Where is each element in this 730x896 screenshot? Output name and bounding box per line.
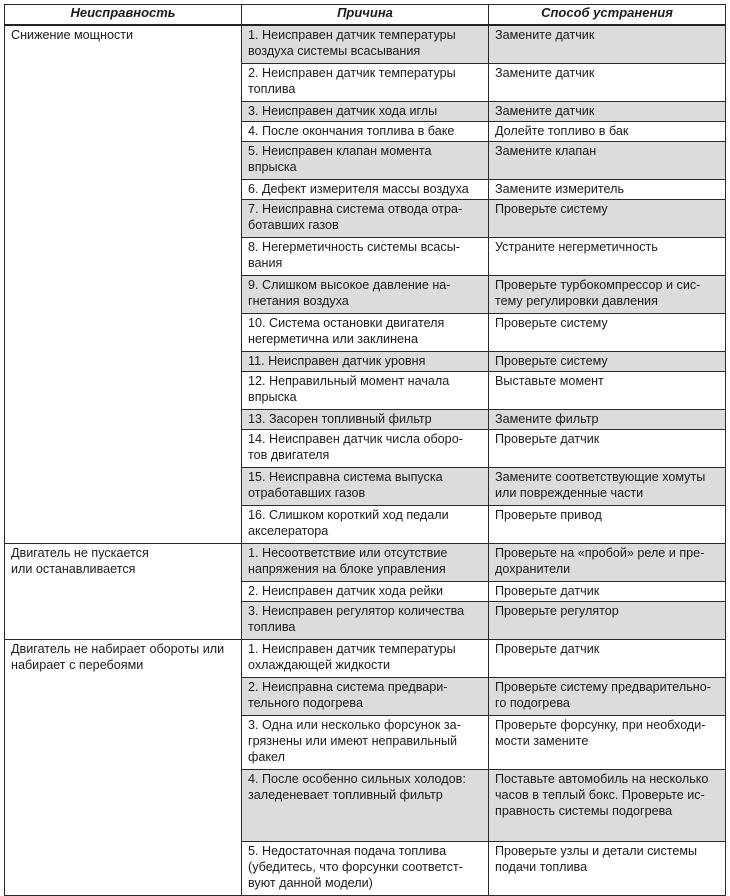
cause-cell: 11. Неисправен датчик уровня bbox=[242, 351, 489, 371]
remedy-cell: Поставьте автомобиль на несколько часов в теплый бокс. Проверьте ис- правность системы подогрева bbox=[489, 769, 726, 841]
remedy-cell: Проверьте на «пробой» реле и пре- дохранители bbox=[489, 543, 726, 581]
remedy-cell: Замените датчик bbox=[489, 25, 726, 63]
cause-cell: 10. Система остановки двигателя негерметична или заклинена bbox=[242, 313, 489, 351]
remedy-cell: Проверьте датчик bbox=[489, 639, 726, 677]
troubleshooting-table bbox=[4, 4, 726, 896]
remedy-cell: Проверьте датчик bbox=[489, 429, 726, 467]
cause-cell: 1. Неисправен датчик температуры воздуха системы всасывания bbox=[242, 25, 489, 63]
cause-cell: 7. Неисправна система отвода отра- ботавших газов bbox=[242, 199, 489, 237]
cause-cell: 8. Негерметичность системы всасы- вания bbox=[242, 237, 489, 275]
header-remedy: Способ устранения bbox=[489, 5, 726, 26]
remedy-cell: Проверьте форсунку, при необходи- мости замените bbox=[489, 715, 726, 769]
cause-cell: 2. Неисправен датчик температуры топлива bbox=[242, 63, 489, 101]
remedy-cell: Замените датчик bbox=[489, 101, 726, 121]
remedy-cell: Проверьте систему bbox=[489, 351, 726, 371]
cause-cell: 15. Неисправна система выпуска отработавших газов bbox=[242, 467, 489, 505]
remedy-cell: Замените клапан bbox=[489, 141, 726, 179]
remedy-cell: Проверьте узлы и детали системы подачи топлива bbox=[489, 841, 726, 895]
cause-cell: 2. Неисправен датчик хода рейки bbox=[242, 581, 489, 601]
cause-cell: 4. После окончания топлива в баке bbox=[242, 121, 489, 141]
cause-cell: 1. Неисправен датчик температуры охлаждающей жидкости bbox=[242, 639, 489, 677]
cause-cell: 5. Недостаточная подача топлива (убедитесь, что форсунки соответст- вуют данной модели) bbox=[242, 841, 489, 895]
remedy-cell: Проверьте систему bbox=[489, 199, 726, 237]
header-cause: Причина bbox=[242, 5, 489, 26]
table-body bbox=[5, 25, 726, 895]
remedy-cell: Проверьте турбокомпрессор и сис- тему регулировки давления bbox=[489, 275, 726, 313]
header-fault: Неисправность bbox=[5, 5, 242, 26]
cause-cell: 12. Неправильный момент начала впрыска bbox=[242, 371, 489, 409]
remedy-cell: Замените датчик bbox=[489, 63, 726, 101]
table-row bbox=[5, 543, 726, 581]
header-row bbox=[5, 5, 726, 26]
cause-cell: 3. Неисправен регулятор количества топлива bbox=[242, 601, 489, 639]
cause-cell: 4. После особенно сильных холодов: заледеневает топливный фильтр bbox=[242, 769, 489, 841]
remedy-cell: Замените измеритель bbox=[489, 179, 726, 199]
cause-cell: 2. Неисправна система предвари- тельного подогрева bbox=[242, 677, 489, 715]
remedy-cell: Проверьте регулятор bbox=[489, 601, 726, 639]
cause-cell: 5. Неисправен клапан момента впрыска bbox=[242, 141, 489, 179]
cause-cell: 3. Одна или несколько форсунок за- грязнены или имеют неправильный факел bbox=[242, 715, 489, 769]
cause-cell: 9. Слишком высокое давление на- гнетания воздуха bbox=[242, 275, 489, 313]
remedy-cell: Проверьте датчик bbox=[489, 581, 726, 601]
cause-cell: 3. Неисправен датчик хода иглы bbox=[242, 101, 489, 121]
cause-cell: 6. Дефект измерителя массы воздуха bbox=[242, 179, 489, 199]
remedy-cell: Замените соответствующие хомуты или поврежденные части bbox=[489, 467, 726, 505]
cause-cell: 13. Засорен топливный фильтр bbox=[242, 409, 489, 429]
remedy-cell: Выставьте момент bbox=[489, 371, 726, 409]
fault-cell: Снижение мощности bbox=[5, 25, 242, 543]
remedy-cell: Устраните негерметичность bbox=[489, 237, 726, 275]
fault-cell: Двигатель не набирает обороты или набирает с перебоями bbox=[5, 639, 242, 895]
remedy-cell: Долейте топливо в бак bbox=[489, 121, 726, 141]
table-row bbox=[5, 639, 726, 677]
cause-cell: 14. Неисправен датчик числа оборо- тов двигателя bbox=[242, 429, 489, 467]
cause-cell: 1. Несоответствие или отсутствие напряжения на блоке управления bbox=[242, 543, 489, 581]
remedy-cell: Замените фильтр bbox=[489, 409, 726, 429]
remedy-cell: Проверьте привод bbox=[489, 505, 726, 543]
troubleshooting-table-wrapper bbox=[4, 4, 725, 896]
remedy-cell: Проверьте систему предварительно- го подогрева bbox=[489, 677, 726, 715]
table-row bbox=[5, 25, 726, 63]
remedy-cell: Проверьте систему bbox=[489, 313, 726, 351]
cause-cell: 16. Слишком короткий ход педали акселератора bbox=[242, 505, 489, 543]
fault-cell: Двигатель не пускается или останавливается bbox=[5, 543, 242, 639]
